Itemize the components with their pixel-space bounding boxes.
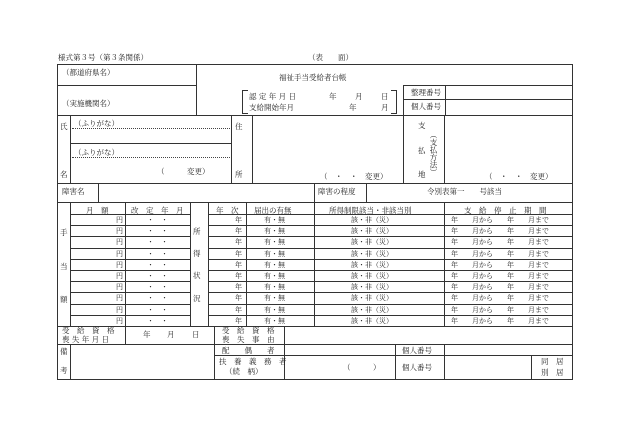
year-unit: 年 — [329, 92, 337, 101]
row-yr: 年 — [235, 249, 242, 258]
row-yr: 年 — [235, 316, 242, 325]
income-label-2: 得 — [193, 249, 201, 258]
row-stop: 年 月から 年 月まで — [451, 260, 549, 269]
supporter-label-2: （続 柄） — [225, 367, 263, 376]
loss-year-unit: 年 — [143, 330, 151, 339]
supporter-personal-no: 個人番号 — [402, 363, 432, 372]
row-lim: 該・非（災） — [351, 249, 393, 258]
row-lim: 該・非（災） — [351, 260, 393, 269]
row-yen: 円 — [116, 316, 123, 325]
personal-no-label: 個人番号 — [411, 102, 441, 111]
disability-name-label: 障害名 — [62, 187, 85, 196]
remarks-label-1: 備 — [60, 347, 68, 356]
row-lim: 該・非（災） — [351, 294, 393, 303]
ledger-title: 福祉手当受給者台帳 — [279, 73, 347, 82]
spouse-personal-no: 個人番号 — [402, 346, 432, 355]
row-yn: 有・無 — [264, 283, 285, 292]
loss-reason-label-1: 受 給 資 格 — [222, 326, 275, 335]
col-month-amount: 月 額 — [86, 206, 109, 215]
supporter-label-1: 扶 養 義 務 者 — [219, 357, 287, 366]
row-stop: 年 月から 年 月まで — [451, 249, 549, 258]
col-income-limit: 所得制限該当・非該当別 — [329, 206, 412, 215]
row-yr: 年 — [235, 305, 242, 314]
applicable-rule: 令別表第一 号該当 — [427, 187, 502, 196]
row-yen: 円 — [116, 249, 123, 258]
row-stop: 年 月から 年 月まで — [451, 227, 549, 236]
row-lim: 該・非（災） — [351, 216, 393, 224]
row-yn: 有・無 — [264, 272, 285, 280]
furigana-2: （ふりがな） — [74, 148, 119, 157]
row-rev: ・ ・ — [147, 294, 168, 303]
row-yr: 年 — [235, 260, 242, 269]
row-stop: 年 月から 年 月まで — [451, 305, 549, 314]
month-unit-2: 月 — [381, 103, 389, 112]
agency-label: （実施機関名） — [62, 99, 115, 108]
row-yen: 円 — [116, 272, 123, 280]
relation-paren: （ ） — [343, 363, 381, 372]
row-yn: 有・無 — [264, 216, 285, 224]
row-lim: 該・非（災） — [351, 272, 393, 280]
col-notification: 届出の有無 — [254, 206, 292, 215]
row-lim: 該・非（災） — [351, 283, 393, 292]
row-rev: ・ ・ — [147, 238, 168, 247]
income-label-4: 況 — [193, 294, 201, 303]
payment-label-3: 地 — [418, 170, 426, 179]
row-yn: 有・無 — [264, 238, 285, 247]
row-yn: 有・無 — [264, 227, 285, 236]
form-side: （表 面） — [308, 53, 353, 62]
loss-date-label-2: 喪 失 年 月 日 — [62, 335, 110, 344]
form-number: 様式第３号（第３条関係） — [58, 53, 148, 62]
reg-no-label: 整理番号 — [411, 88, 441, 97]
loss-month-unit: 月 — [167, 330, 175, 339]
row-rev: ・ ・ — [147, 249, 168, 258]
row-lim: 該・非（災） — [351, 238, 393, 247]
cert-date-label: 認 定 年 月 日 — [249, 92, 297, 101]
spouse-label: 配 偶 者 — [222, 346, 275, 355]
row-yn: 有・無 — [264, 305, 285, 314]
separate: 別 居 — [541, 368, 564, 377]
income-label-1: 所 — [193, 227, 201, 236]
loss-date-label-1: 受 給 資 格 — [62, 326, 115, 335]
row-stop: 年 月から 年 月まで — [451, 216, 549, 224]
furigana-1: （ふりがな） — [74, 119, 119, 128]
name-label-2: 名 — [60, 170, 68, 179]
row-yr: 年 — [235, 283, 242, 292]
row-rev: ・ ・ — [147, 272, 168, 280]
disability-degree-label: 障害の程度 — [318, 187, 356, 196]
row-yen: 円 — [116, 283, 123, 292]
row-stop: 年 月から 年 月まで — [451, 272, 549, 280]
address-label-2: 所 — [235, 170, 243, 179]
payment-label-2: 払 — [418, 146, 426, 155]
row-yn: 有・無 — [264, 316, 285, 325]
col-revision: 改 定 年 月 — [131, 206, 184, 215]
row-stop: 年 月から 年 月まで — [451, 283, 549, 292]
row-yr: 年 — [235, 227, 242, 236]
row-stop: 年 月から 年 月まで — [451, 238, 549, 247]
row-yen: 円 — [116, 260, 123, 269]
row-rev: ・ ・ — [147, 216, 168, 224]
row-yr: 年 — [235, 294, 242, 303]
name-label-1: 氏 — [60, 122, 68, 131]
prefecture-label: （都道府県名） — [62, 68, 115, 77]
address-label-1: 住 — [235, 122, 243, 131]
row-rev: ・ ・ — [147, 305, 168, 314]
row-yen: 円 — [116, 238, 123, 247]
row-yen: 円 — [116, 216, 123, 224]
row-lim: 該・非（災） — [351, 305, 393, 314]
row-yr: 年 — [235, 216, 242, 224]
col-year: 年 次 — [216, 206, 239, 215]
row-yen: 円 — [116, 305, 123, 314]
loss-day-unit: 日 — [192, 330, 200, 339]
row-stop: 年 月から 年 月まで — [451, 316, 549, 325]
payment-label-1: 支 — [418, 121, 426, 130]
row-yen: 円 — [116, 294, 123, 303]
income-label-3: 状 — [193, 271, 201, 280]
day-unit: 日 — [381, 92, 389, 101]
col-suspension: 支 給 停 止 期 間 — [464, 206, 547, 215]
name-change: （ 変更） — [157, 167, 210, 176]
row-lim: 該・非（災） — [351, 316, 393, 325]
row-stop: 年 月から 年 月まで — [451, 294, 549, 303]
allowance-label-1: 手 — [60, 228, 68, 237]
row-rev: ・ ・ — [147, 260, 168, 269]
payment-method: （支払方法） — [429, 131, 438, 176]
row-rev: ・ ・ — [147, 283, 168, 292]
month-unit: 月 — [355, 92, 363, 101]
row-rev: ・ ・ — [147, 227, 168, 236]
row-yn: 有・無 — [264, 249, 285, 258]
allowance-label-3: 額 — [60, 295, 68, 304]
row-yr: 年 — [235, 238, 242, 247]
row-yr: 年 — [235, 272, 242, 280]
payment-change: （ ・ ・ 変更） — [485, 172, 553, 181]
row-yen: 円 — [116, 227, 123, 236]
row-yn: 有・無 — [264, 260, 285, 269]
start-month-label: 支給開始年月 — [249, 103, 294, 112]
row-lim: 該・非（災） — [351, 227, 393, 236]
row-yn: 有・無 — [264, 294, 285, 303]
year-unit-2: 年 — [349, 103, 357, 112]
address-change: （ ・ ・ 変更） — [320, 172, 388, 181]
row-rev: ・ ・ — [147, 316, 168, 325]
allowance-label-2: 当 — [60, 262, 68, 271]
remarks-label-2: 考 — [60, 366, 68, 375]
cohabiting: 同 居 — [541, 357, 564, 366]
loss-reason-label-2: 喪 失 事 由 — [222, 335, 275, 344]
